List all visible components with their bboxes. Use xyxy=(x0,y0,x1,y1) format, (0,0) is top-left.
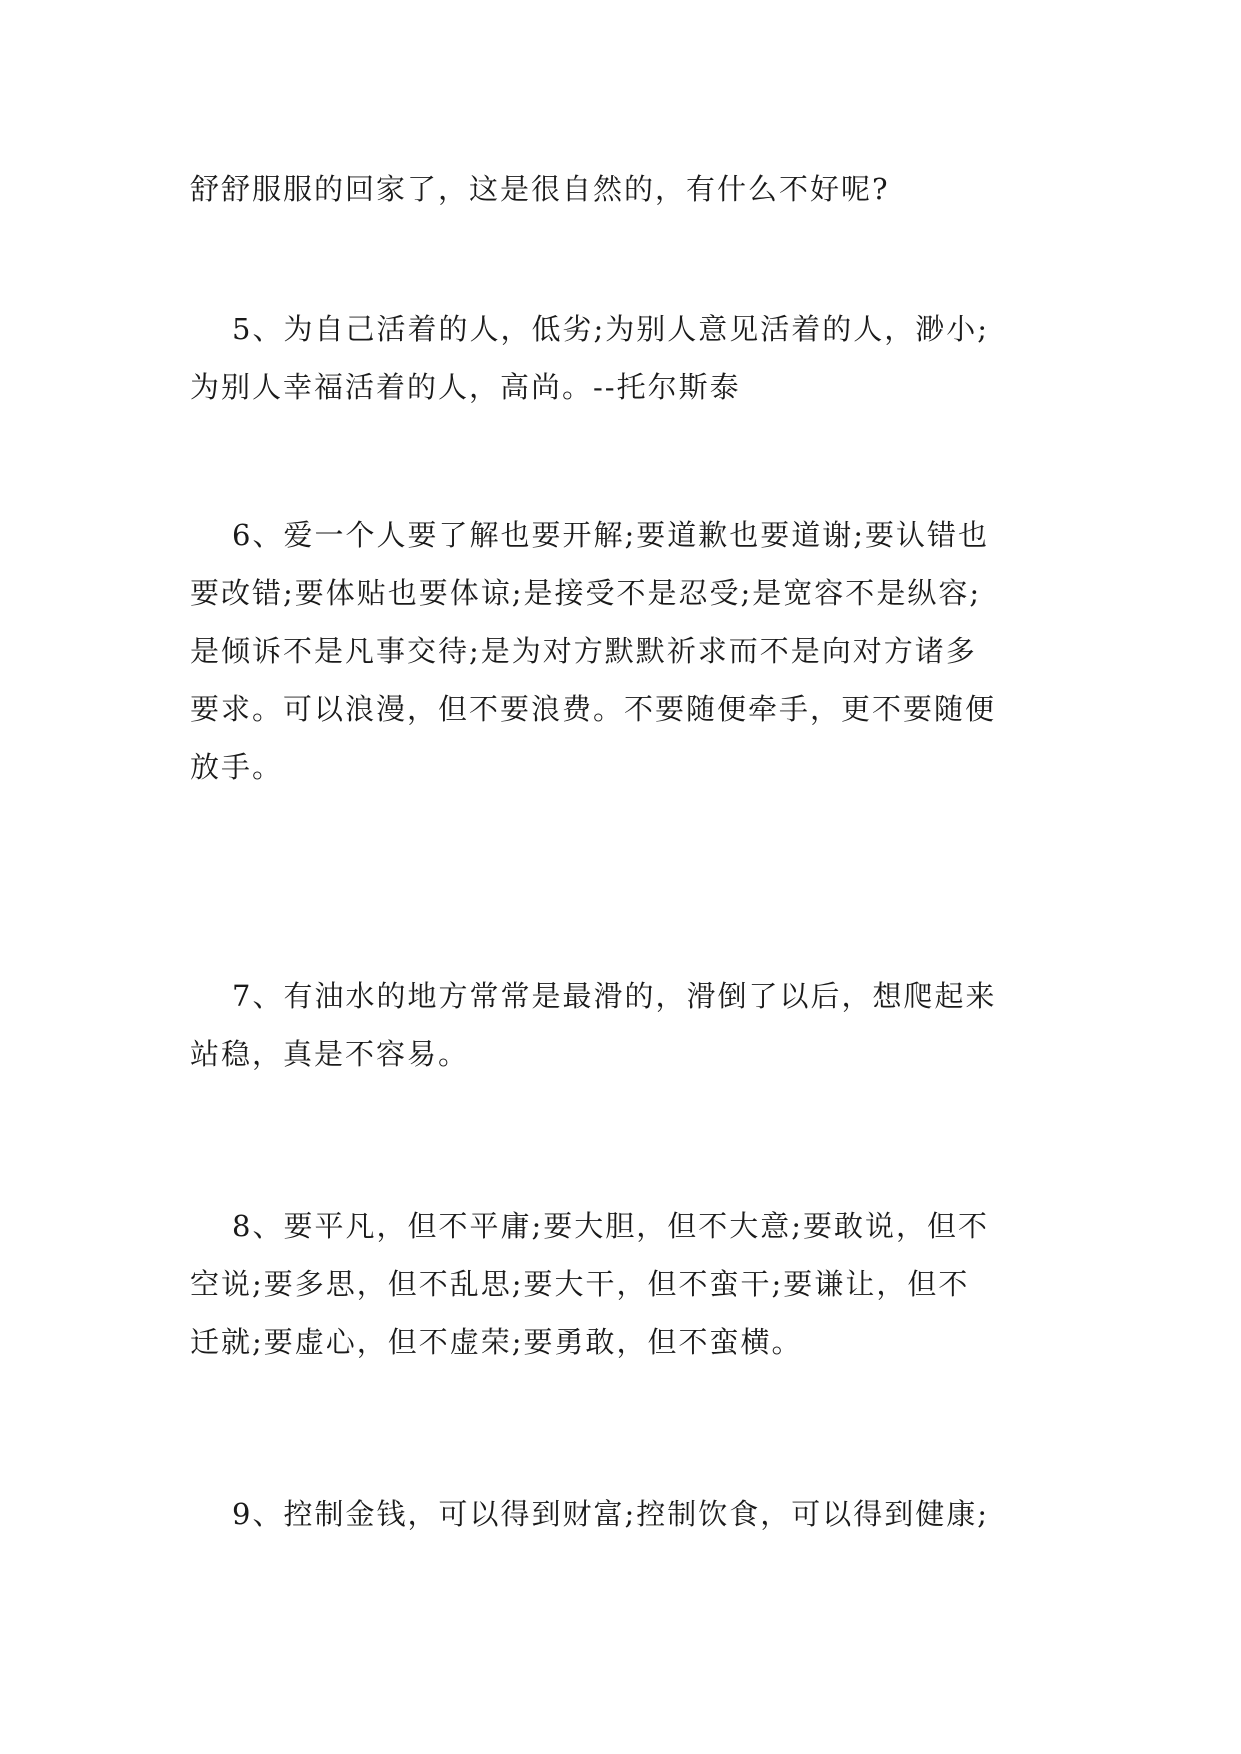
paragraph-item-8 xyxy=(190,1197,1070,1371)
text-line: 5、为自己活着的人，低劣;为别人意见活着的人，渺小; xyxy=(232,312,989,346)
text-line: 为别人幸福活着的人，高尚。--托尔斯泰 xyxy=(190,370,741,404)
text-line: 空说;要多思，但不乱思;要大干，但不蛮干;要谦让，但不 xyxy=(190,1267,970,1301)
text-line: 7、有油水的地方常常是最滑的，滑倒了以后，想爬起来 xyxy=(232,979,997,1013)
text-line: 迁就;要虚心，但不虚荣;要勇敢，但不蛮横。 xyxy=(190,1325,803,1359)
paragraph-item-7 xyxy=(190,967,1070,1083)
text-line: 站稳，真是不容易。 xyxy=(190,1037,470,1071)
text-line: 6、爱一个人要了解也要开解;要道歉也要道谢;要认错也 xyxy=(232,518,989,552)
text-line: 要改错;要体贴也要体谅;是接受不是忍受;是宽容不是纵容; xyxy=(190,576,982,610)
text-line: 8、要平凡，但不平庸;要大胆，但不大意;要敢说，但不 xyxy=(232,1209,989,1243)
paragraph-item-9 xyxy=(190,1485,1070,1543)
paragraph-item-5 xyxy=(190,300,1070,416)
paragraph-continuation xyxy=(190,160,1070,218)
text-line: 舒舒服服的回家了，这是很自然的，有什么不好呢? xyxy=(190,172,890,206)
text-line: 9、控制金钱，可以得到财富;控制饮食，可以得到健康; xyxy=(232,1497,989,1531)
text-line: 要求。可以浪漫，但不要浪费。不要随便牵手，更不要随便 xyxy=(190,692,997,726)
text-line: 是倾诉不是凡事交待;是为对方默默祈求而不是向对方诸多 xyxy=(190,634,977,668)
paragraph-item-6 xyxy=(190,506,1070,796)
text-line: 放手。 xyxy=(190,750,284,784)
